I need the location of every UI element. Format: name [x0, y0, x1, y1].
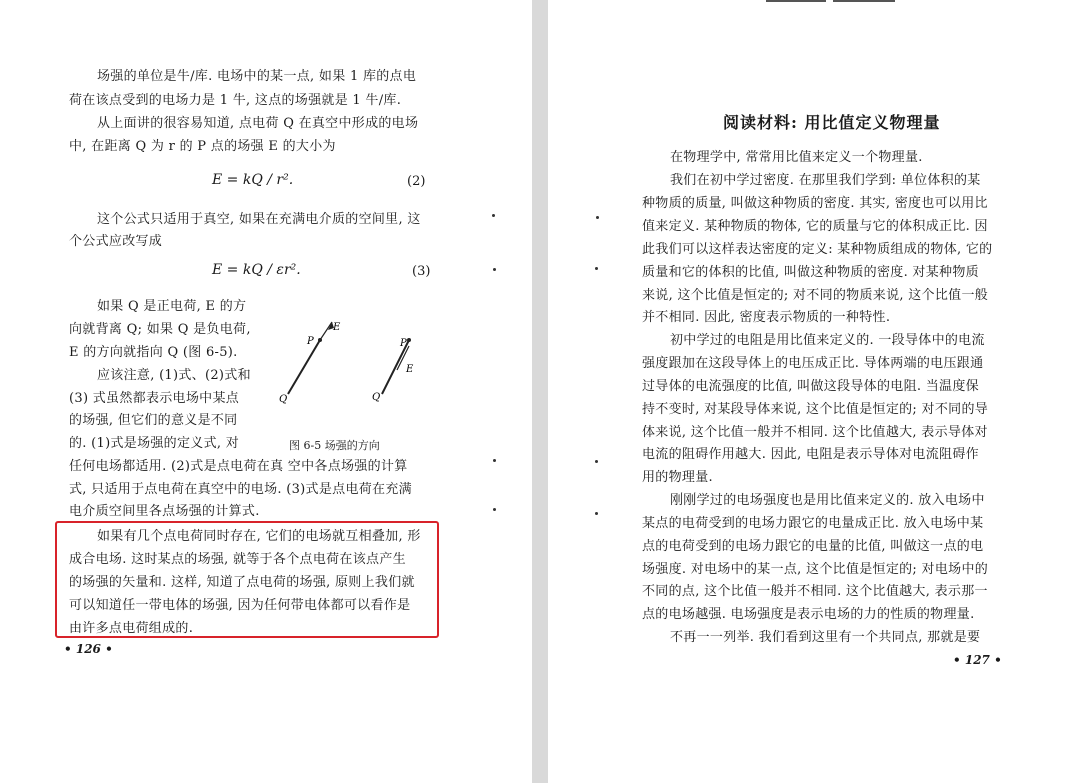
- label-e: E: [333, 322, 341, 333]
- text-line: 如果 Q 是正电荷, E 的方: [97, 299, 247, 314]
- field-direction-figure: [270, 318, 430, 410]
- text-line: 过导体的电流强度的比值, 叫做这段导体的电阻. 当温度保: [642, 379, 979, 394]
- scan-speck: [493, 508, 496, 511]
- text-line: 向就背离 Q; 如果 Q 是负电荷,: [69, 322, 251, 337]
- formula-3: E = kQ / εr².: [212, 262, 301, 278]
- text-line: 值来定义. 某种物质的物体, 它的质量与它的体积成正比. 因: [642, 219, 988, 234]
- scan-speck: [493, 459, 496, 462]
- section-title: 阅读材料: 用比值定义物理量: [723, 113, 941, 132]
- scan-speck: [493, 268, 496, 271]
- left-page: [0, 0, 532, 783]
- text-line: 个公式应改写成: [69, 234, 163, 249]
- text-line: 我们在初中学过密度. 在那里我们学到: 单位体积的某: [670, 173, 981, 188]
- scan-speck: [596, 216, 599, 219]
- text-line: 任何电场都适用. (2)式是点电荷在真 空中各点场强的计算: [69, 459, 408, 474]
- text-line: 来说, 这个比值是恒定的; 对不同的物质来说, 这个比值一般: [642, 288, 989, 303]
- figure-caption: 图 6-5 场强的方向: [289, 439, 380, 452]
- label-p: P: [307, 336, 314, 347]
- text-line: 某点的电荷受到的电场力跟它的电量成正比. 放入电场中某: [642, 516, 984, 531]
- text-line: 中, 在距离 Q 为 r 的 P 点的场强 E 的大小为: [69, 139, 336, 154]
- highlighted-text-line: 成合电场. 这时某点的场强, 就等于各个点电荷在该点产生: [69, 552, 406, 567]
- equation-number-3: (3): [412, 264, 431, 279]
- text-line: 不同的点, 这个比值一般并不相同. 这个比值越大, 表示那一: [642, 584, 988, 599]
- point-p-marker: [407, 338, 411, 342]
- label-q: Q: [279, 394, 288, 405]
- text-line: 荷在该点受到的电场力是 1 牛, 这点的场强就是 1 牛/库.: [69, 93, 402, 108]
- scan-speck: [492, 214, 495, 217]
- label-p: P: [400, 338, 407, 349]
- text-line: 刚刚学过的电场强度也是用比值来定义的. 放入电场中: [670, 493, 985, 508]
- page-number: • 126 •: [64, 642, 113, 656]
- text-line: 初中学过的电阻是用比值来定义的. 一段导体中的电流: [670, 333, 985, 348]
- text-line: 持不变时, 对某段导体来说, 这个比值是恒定的; 对不同的导: [642, 402, 989, 417]
- text-line: 电流的阻碍作用越大. 因此, 电阻是表示导体对电流阻碍作: [642, 447, 979, 462]
- scan-artifact: [833, 0, 895, 2]
- text-line: 体来说, 这个比值一般并不相同. 这个比值越大, 表示导体对: [642, 425, 988, 440]
- text-line: 种物质的质量, 叫做这种物质的密度. 其实, 密度也可以用比: [642, 196, 988, 211]
- text-line: 并不相同. 因此, 密度表示物质的一种特性.: [642, 310, 891, 325]
- text-line: 应该注意, (1)式、(2)式和: [97, 368, 251, 383]
- highlighted-text-line: 可以知道任一带电体的场强, 因为任何带电体都可以看作是: [69, 598, 411, 613]
- scan-speck: [595, 460, 598, 463]
- text-line: 不再一一列举. 我们看到这里有一个共同点, 那就是要: [670, 630, 981, 645]
- text-line: E 的方向就指向 Q (图 6-5).: [69, 345, 238, 360]
- text-line: 点的电荷受到的电场力跟它的电量的比值, 叫做这一点的电: [642, 539, 984, 554]
- text-line: 电介质空间里各点场强的计算式.: [69, 504, 260, 519]
- text-line: 此我们可以这样表达密度的定义: 某种物质组成的物体, 它的: [642, 242, 993, 257]
- text-line: 在物理学中, 常常用比值来定义一个物理量.: [670, 150, 923, 165]
- equation-number-2: (2): [407, 174, 426, 189]
- formula-2: E = kQ / r².: [212, 172, 294, 188]
- page-gutter: [532, 0, 548, 783]
- text-line: 的场强, 但它们的意义是不同: [69, 413, 238, 428]
- text-line: 质量和它的体积的比值, 叫做这种物质的密度. 对某种物质: [642, 265, 979, 280]
- label-e: E: [406, 364, 414, 375]
- label-q: Q: [372, 392, 381, 403]
- text-line: 强度跟加在这段导体上的电压成正比. 导体两端的电压跟通: [642, 356, 984, 371]
- text-line: 这个公式只适用于真空, 如果在充满电介质的空间里, 这: [97, 212, 421, 227]
- scan-speck: [595, 267, 598, 270]
- scan-speck: [595, 512, 598, 515]
- text-line: 点的电场越强. 电场强度是表示电场的力的性质的物理量.: [642, 607, 975, 622]
- point-p-marker: [318, 338, 322, 342]
- text-line: 式, 只适用于点电荷在真空中的电场. (3)式是点电荷在充满: [69, 482, 412, 497]
- text-line: 从上面讲的很容易知道, 点电荷 Q 在真空中形成的电场: [97, 116, 419, 131]
- page-number: • 127 •: [953, 653, 1002, 667]
- highlighted-text-line: 的场强的矢量和. 这样, 知道了点电荷的场强, 原则上我们就: [69, 575, 415, 590]
- highlighted-text-line: 由许多点电荷组成的.: [69, 621, 194, 636]
- right-page: [548, 0, 1080, 783]
- text-line: (3) 式虽然都表示电场中某点: [69, 391, 240, 406]
- text-line: 场强度. 对电场中的某一点, 这个比值是恒定的; 对电场中的: [642, 562, 989, 577]
- text-line: 用的物理量.: [642, 470, 713, 485]
- text-line: 的. (1)式是场强的定义式, 对: [69, 436, 240, 451]
- text-line: 场强的单位是牛/库. 电场中的某一点, 如果 1 库的点电: [97, 69, 417, 84]
- highlighted-text-line: 如果有几个点电荷同时存在, 它们的电场就互相叠加, 形: [97, 529, 421, 544]
- positive-charge-field-line: [288, 340, 320, 394]
- scan-artifact: [766, 0, 826, 2]
- positive-field-arrow: [320, 322, 332, 340]
